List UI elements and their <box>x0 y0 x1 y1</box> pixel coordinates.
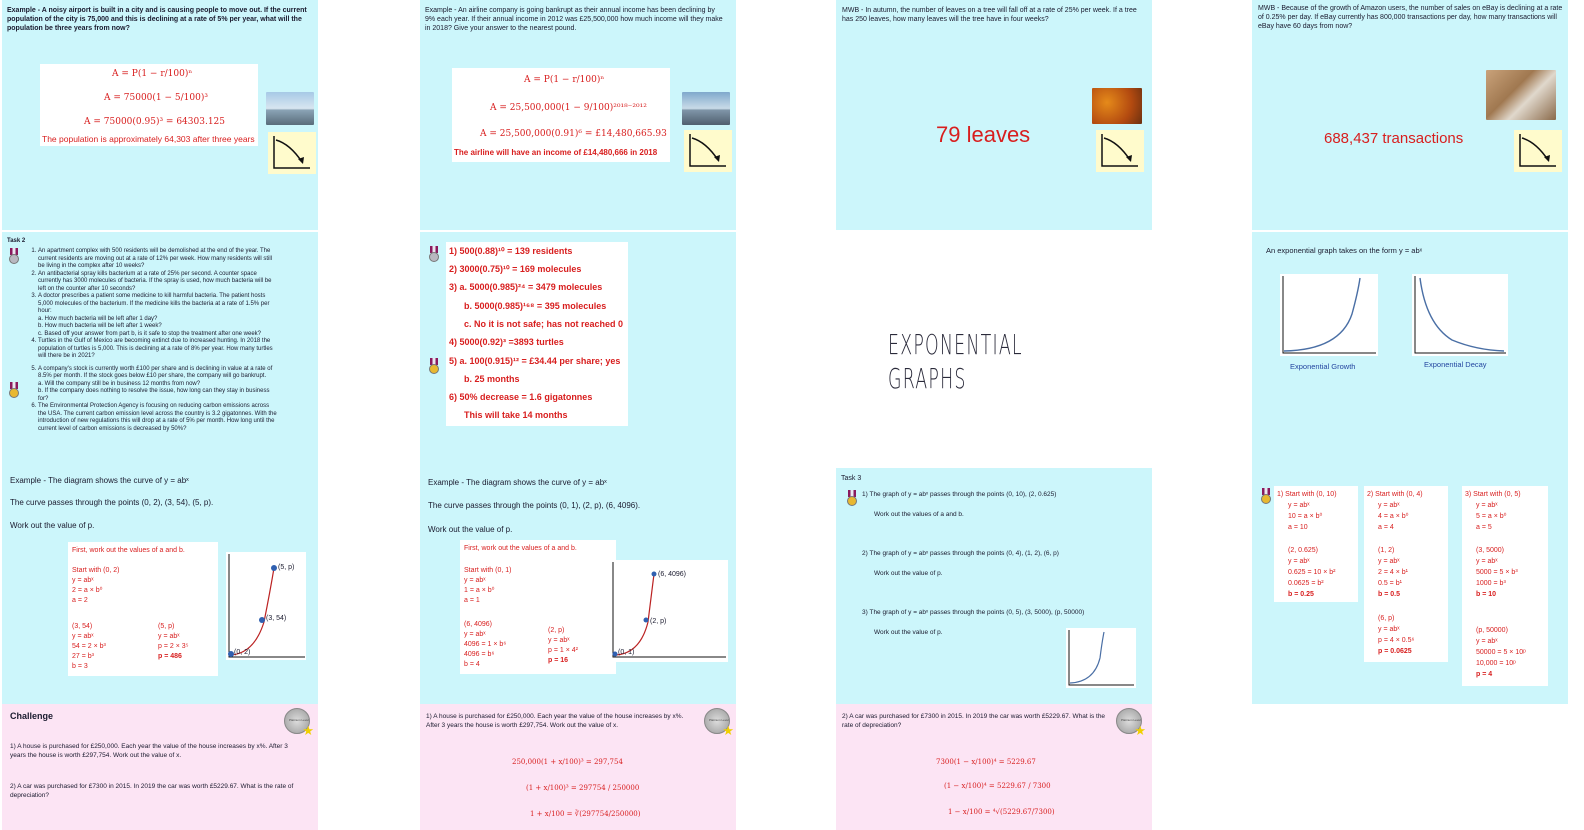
decay-graph-icon <box>1514 130 1562 172</box>
sub-item: b. If the company does nothing to resolve the issue, how long can they stay in business for? <box>38 388 270 402</box>
sol-a-2: y = abˣ <box>72 577 94 584</box>
challenge-q1: 1) A house is purchased for £250,000. Each year the value of the house increases by x%. After 3 years the house is worth £297,754. Work out the value of x. <box>426 713 684 729</box>
curve-graph <box>610 560 728 662</box>
sol-b-3: 4096 = 1 × b⁶ <box>464 641 507 648</box>
task-item: 1. An apartment complex with 500 residents will be demolished at the end of the year. The current residents are moving out at a rate of 12% per week. How many residents will still be living in the complex after 10 weeks? <box>38 248 278 271</box>
slide-title <box>836 232 1152 468</box>
example-line-2: The curve passes through the points (0, 1), (2, p), (6, 4096). <box>428 501 641 510</box>
growth-label: Exponential Growth <box>1290 362 1356 371</box>
example-answer: The airline will have an income of £14,480,666 in 2018 <box>454 148 658 157</box>
sub-item: a. Will the company still be in business 12 months from now? <box>38 380 201 387</box>
curve-graph <box>226 552 306 660</box>
sol-c-4: p = 486 <box>158 653 182 660</box>
a3-line: a = 5 <box>1476 524 1492 531</box>
a1-line: (2, 0.625) <box>1288 547 1318 554</box>
a2-line: (6, p) <box>1378 615 1395 622</box>
solution-box <box>460 540 616 674</box>
a2-line: p = 4 × 0.5⁶ <box>1378 637 1415 644</box>
gold-medal-icon <box>428 358 440 376</box>
challenge-q2: 2) A car was purchased for £7300 in 2015. In 2019 the car was worth £5229.67. What is the rate of depreciation? <box>10 783 294 799</box>
sol-b-2: y = abˣ <box>72 633 94 640</box>
sol-b-5: b = 4 <box>464 661 480 668</box>
task-q1-b: Work out the values of a and b. <box>874 511 964 518</box>
a2-line: 4 = a × b⁰ <box>1378 513 1409 520</box>
sol-c-1: (5, p) <box>158 623 175 630</box>
answer-box-1 <box>1274 486 1358 602</box>
point-label-2p: (2, p) <box>650 618 667 625</box>
task-item: 2. An antibacterial spray kills bacterium at a rate of 25% per second. A counter space currently has 3000 molecules of bacteria. If the spray is used, how much bacteria will be left on the counter after 10 seconds? <box>38 271 278 294</box>
answer-line: c. No it is not safe; has not reached 0 <box>449 319 624 329</box>
task-q1: 1) The graph of y = abˣ passes through the points (0, 10), (2, 0.625) <box>862 491 1057 498</box>
silver-medal-icon <box>8 248 20 266</box>
a1-line: y = abˣ <box>1288 502 1310 509</box>
a2-line: b = 0.5 <box>1378 591 1400 598</box>
slide-airline-example <box>420 0 736 230</box>
point-label-64096: (6, 4096) <box>658 571 687 578</box>
sub-item: c. Based off your answer from part b, is it safe to stop the treatment after one week? <box>38 330 262 337</box>
platinum-badge-icon: Platinum Level ★ <box>704 708 730 734</box>
sol-a-4: a = 1 <box>464 597 480 604</box>
mwb-answer: 688,437 transactions <box>1324 130 1464 147</box>
solution-heading: First, work out the values of a and b. <box>464 545 577 552</box>
a2-line: y = abˣ <box>1378 558 1400 565</box>
working-line-3: 1 − x/100 = ⁴√(5229.67/7300) <box>948 808 1055 816</box>
answer-line: This will take 14 months <box>449 410 568 420</box>
gold-medal-icon <box>8 382 20 400</box>
answer-line: 1) 500(0.88)¹⁰ = 139 residents <box>449 246 573 256</box>
growth-graph <box>1066 628 1136 688</box>
example-line-3: Work out the value of p. <box>10 521 95 530</box>
slide-airport-example <box>2 0 318 230</box>
gold-medal-icon <box>1260 488 1272 506</box>
sol-a-3: 1 = a × b⁰ <box>464 587 495 594</box>
sol-b-1: (3, 54) <box>72 623 93 630</box>
sol-b-5: b = 3 <box>72 663 88 670</box>
point-label-02: (0, 2) <box>234 649 251 656</box>
slide-challenge-solution-1 <box>420 704 736 830</box>
a2-line: 2 = 4 × b¹ <box>1378 569 1408 576</box>
a1-line: a = 10 <box>1288 524 1308 531</box>
slide-task-3-answers <box>1252 468 1568 704</box>
a1-line: 0.0625 = b² <box>1288 580 1324 587</box>
task-q3-b: Work out the value of p. <box>874 629 943 636</box>
task-q2: 2) The graph of y = abˣ passes through the points (0, 4), (1, 2), (6, p) <box>862 550 1059 557</box>
challenge-title: Challenge <box>10 711 54 721</box>
mwb-answer: 79 leaves <box>936 122 1031 147</box>
example-answer: The population is approximately 64,303 after three years <box>42 134 255 144</box>
mwb-prompt: MWB - Because of the growth of Amazon users, the number of sales on eBay is declining at a rate of 0.25% per day. If eBay currently has 800,000 transactions per day, how many transactions will eBay have 60 days from now? <box>1258 5 1563 30</box>
slide-ebay-mwb <box>1252 0 1568 230</box>
sub-item: b. How much bacteria will be left after 1 week? <box>38 323 162 329</box>
challenge-q2: 2) A car was purchased for £7300 in 2015. In 2019 the car was worth £5229.67. What is the rate of depreciation? <box>842 713 1106 729</box>
decay-graph <box>1412 274 1508 356</box>
a2-line: y = abˣ <box>1378 626 1400 633</box>
working-line-2: (1 + x/100)³ = 297754 / 250000 <box>526 784 640 792</box>
a3-line: 50000 = 5 × 10ᵖ <box>1476 649 1526 656</box>
task-q3: 3) The graph of y = abˣ passes through the points (0, 5), (3, 5000), (p, 50000) <box>862 609 1085 616</box>
airline-photo <box>682 92 730 125</box>
task-item: 4. Turtles in the Gulf of Mexico are becoming extinct due to increased hunting. In 2018 the population of turtles is 5,000. This is declining at a rate of 8% per year. How many turtles will there be in 2021? <box>38 338 278 361</box>
a1-line: 1) Start with (0, 10) <box>1277 491 1337 498</box>
slide-title-text: EXPONENTIAL GRAPHS <box>888 328 1023 395</box>
silver-medal-icon <box>428 246 440 264</box>
answer-line: b. 5000(0.985)¹⁶⁸ = 395 molecules <box>449 301 607 311</box>
formula-box <box>40 64 258 146</box>
sol-b-1: (6, 4096) <box>464 621 493 628</box>
decay-graph-icon <box>684 130 732 172</box>
sol-b-2: y = abˣ <box>464 631 486 638</box>
a2-line: p = 0.0625 <box>1378 648 1412 655</box>
decay-graph-icon <box>1096 130 1144 172</box>
a3-line: 1000 = b³ <box>1476 580 1506 587</box>
slide-graph-forms <box>1252 232 1568 468</box>
solution-box <box>68 542 218 676</box>
answer-line: 4) 5000(0.92)³ =3893 turtles <box>449 337 564 347</box>
task-title: Task 2 <box>7 238 26 244</box>
point-label-5p: (5, p) <box>278 564 295 571</box>
a3-line: b = 10 <box>1476 591 1497 598</box>
answer-line: 5) a. 100(0.915)¹² = £34.44 per share; yes <box>449 356 621 366</box>
a1-line: 0.625 = 10 × b² <box>1288 569 1336 576</box>
formula-line-1: A = P(1 − r/100)ⁿ <box>524 75 605 85</box>
column-4 <box>1252 0 1568 830</box>
graph-intro: An exponential graph takes on the form y = abˣ <box>1266 246 1423 255</box>
sol-a-2: y = abˣ <box>464 577 486 584</box>
a1-line: b = 0.25 <box>1288 591 1314 598</box>
answer-line: 6) 50% decrease = 1.6 gigatonnes <box>449 392 593 402</box>
slide-challenge <box>2 704 318 830</box>
task-title: Task 3 <box>841 475 862 482</box>
slide-curve-example <box>2 468 318 704</box>
gold-medal-icon <box>846 490 858 508</box>
slide-challenge-solution-2 <box>836 704 1152 830</box>
mwb-prompt: MWB - In autumn, the number of leaves on a tree will fall off at a rate of 25% per week. If a tree has 250 leaves, how many leaves will the tree have in four weeks? <box>842 7 1137 23</box>
example-line-2: The curve passes through the points (0, 2), (3, 54), (5, p). <box>10 498 214 507</box>
example-prompt: Example - A noisy airport is built in a city and is causing people to move out. If the current population of the city is 75,000 and this is declining at a rate of 5% per year, what will the population be three years from now? <box>7 7 307 32</box>
a2-line: (1, 2) <box>1378 547 1395 554</box>
answer-line: 2) 3000(0.75)¹⁰ = 169 molecules <box>449 264 582 274</box>
decay-graph-icon <box>268 132 316 174</box>
slide-curve-example-2 <box>420 468 736 704</box>
formula-line-2: A = 75000(1 − 5/100)³ <box>104 93 208 103</box>
slide-task-2 <box>2 232 318 468</box>
slide-leaves-mwb <box>836 0 1152 230</box>
sol-a-1: Start with (0, 2) <box>72 567 120 574</box>
formula-box <box>452 68 670 162</box>
a2-line: y = abˣ <box>1378 502 1400 509</box>
point-label-354: (3, 54) <box>266 615 287 622</box>
solution-heading: First, work out the values of a and b. <box>72 547 185 554</box>
answer-box-3 <box>1462 486 1548 686</box>
column-2 <box>420 0 736 830</box>
sol-c-1: (2, p) <box>548 627 565 634</box>
answers-box <box>446 242 628 426</box>
sol-a-1: Start with (0, 1) <box>464 567 512 574</box>
platinum-badge-icon: Platinum Level ★ <box>284 708 310 734</box>
working-line-1: 250,000(1 + x/100)³ = 297,754 <box>512 758 623 766</box>
a3-line: p = 4 <box>1476 671 1493 678</box>
formula-line-3: A = 75000(0.95)³ = 64303.125 <box>84 117 225 127</box>
a2-line: a = 4 <box>1378 524 1394 531</box>
example-line-1: Example - The diagram shows the curve of y = abˣ <box>428 478 607 487</box>
working-line-1: 7300(1 − x/100)⁴ = 5229.67 <box>936 758 1036 766</box>
answer-line: 3) a. 5000(0.985)²⁴ = 3479 molecules <box>449 282 603 292</box>
task-item: 3. A doctor prescribes a patient some medicine to kill harmful bacteria. The patient hosts 5,000 molecules of the bacterium. If the medicine kills the bacteria at a rate of 1.5% per hour: a. How much bacteria will be left after 1 day? b. How much bacteria will be left after 1 week? c. Based off your answer from part b, is it safe to stop the treatment after one week? <box>38 293 278 338</box>
answer-box-2 <box>1364 486 1448 662</box>
slide-task-3 <box>836 468 1152 704</box>
sol-b-4: 27 = b³ <box>72 653 94 660</box>
sol-c-3: p = 2 × 3⁵ <box>158 643 189 650</box>
formula-line-3: A = 25,500,000(0.91)⁶ = £14,480,665.93 <box>480 129 667 139</box>
packages-photo <box>1486 70 1556 120</box>
a1-line: y = abˣ <box>1288 558 1310 565</box>
task-2-list <box>32 248 278 433</box>
example-line-3: Work out the value of p. <box>428 525 513 534</box>
column-1 <box>2 0 318 830</box>
a3-line: y = abˣ <box>1476 558 1498 565</box>
working-line-3: 1 + x/100 = ∛(297754/250000) <box>530 810 641 818</box>
a3-line: (3, 5000) <box>1476 547 1505 554</box>
sol-c-3: p = 1 × 4² <box>548 647 578 654</box>
answer-line: b. 25 months <box>449 374 520 384</box>
sub-item: a. How much bacteria will be left after 1 day? <box>38 315 158 322</box>
formula-line-2: A = 25,500,000(1 − 9/100)²⁰¹⁸⁻²⁰¹² <box>490 103 647 113</box>
task-item: 5. A company's stock is currently worth £100 per share and is declining in value at a rate of 8.5% per month. If the stock goes below £10 per share, the company will go bankrupt. a. Will the company still be in business 12 months from now? b. If the company does nothing to resolve the issue, how long can they stay in business for? <box>38 366 278 404</box>
a3-line: 10,000 = 10ᵖ <box>1476 660 1516 667</box>
autumn-leaves-photo <box>1092 88 1142 124</box>
sol-c-4: p = 16 <box>548 657 569 664</box>
sol-c-2: y = abˣ <box>548 637 570 644</box>
decay-label: Exponential Decay <box>1424 360 1487 369</box>
a3-line: (p, 50000) <box>1476 627 1508 634</box>
sol-c-2: y = abˣ <box>158 633 180 640</box>
a3-line: y = abˣ <box>1476 638 1498 645</box>
sol-a-4: a = 2 <box>72 597 88 604</box>
a3-line: 3) Start with (0, 5) <box>1465 491 1521 498</box>
working-line-2: (1 − x/100)⁴ = 5229.67 / 7300 <box>944 782 1051 790</box>
a3-line: 5 = a × b⁰ <box>1476 513 1507 520</box>
sol-b-3: 54 = 2 × b³ <box>72 643 106 650</box>
sol-b-4: 4096 = b⁶ <box>464 651 495 658</box>
growth-graph <box>1280 274 1378 356</box>
task-item: 6. The Environmental Protection Agency is focusing on reducing carbon emissions across the USA. The current carbon emission level across the country is 3.2 gigatonnes. With the introduction of new regulations this will drop at a rate of 5% per month. How long until the current level of carbon emissions is decreased by 50%? <box>38 403 278 433</box>
a3-line: y = abˣ <box>1476 502 1498 509</box>
a2-line: 0.5 = b¹ <box>1378 580 1402 587</box>
example-prompt: Example - An airline company is going bankrupt as their annual income has been declining by 9% each year. If their annual income in 2012 was £25,500,000 how much income will they make in 2018? Give your answer to the nearest pound. <box>425 7 723 32</box>
a1-line: 10 = a × b⁰ <box>1288 513 1323 520</box>
challenge-q1: 1) A house is purchased for £250,000. Each year the value of the house increases by x%. After 3 years the house is worth £297,754. Work out the value of x. <box>10 743 288 759</box>
a3-line: 5000 = 5 × b³ <box>1476 569 1518 576</box>
column-3 <box>836 0 1152 830</box>
formula-line-1: A = P(1 − r/100)ⁿ <box>112 69 193 79</box>
point-label-01: (0, 1) <box>618 649 635 656</box>
task-q2-b: Work out the value of p. <box>874 570 943 577</box>
platinum-badge-icon: Platinum Level ★ <box>1116 708 1142 734</box>
a2-line: 2) Start with (0, 4) <box>1367 491 1423 498</box>
sol-a-3: 2 = a × b⁰ <box>72 587 103 594</box>
airport-photo <box>266 92 314 125</box>
example-line-1: Example - The diagram shows the curve of y = abˣ <box>10 476 189 485</box>
slide-task-2-answers <box>420 232 736 468</box>
